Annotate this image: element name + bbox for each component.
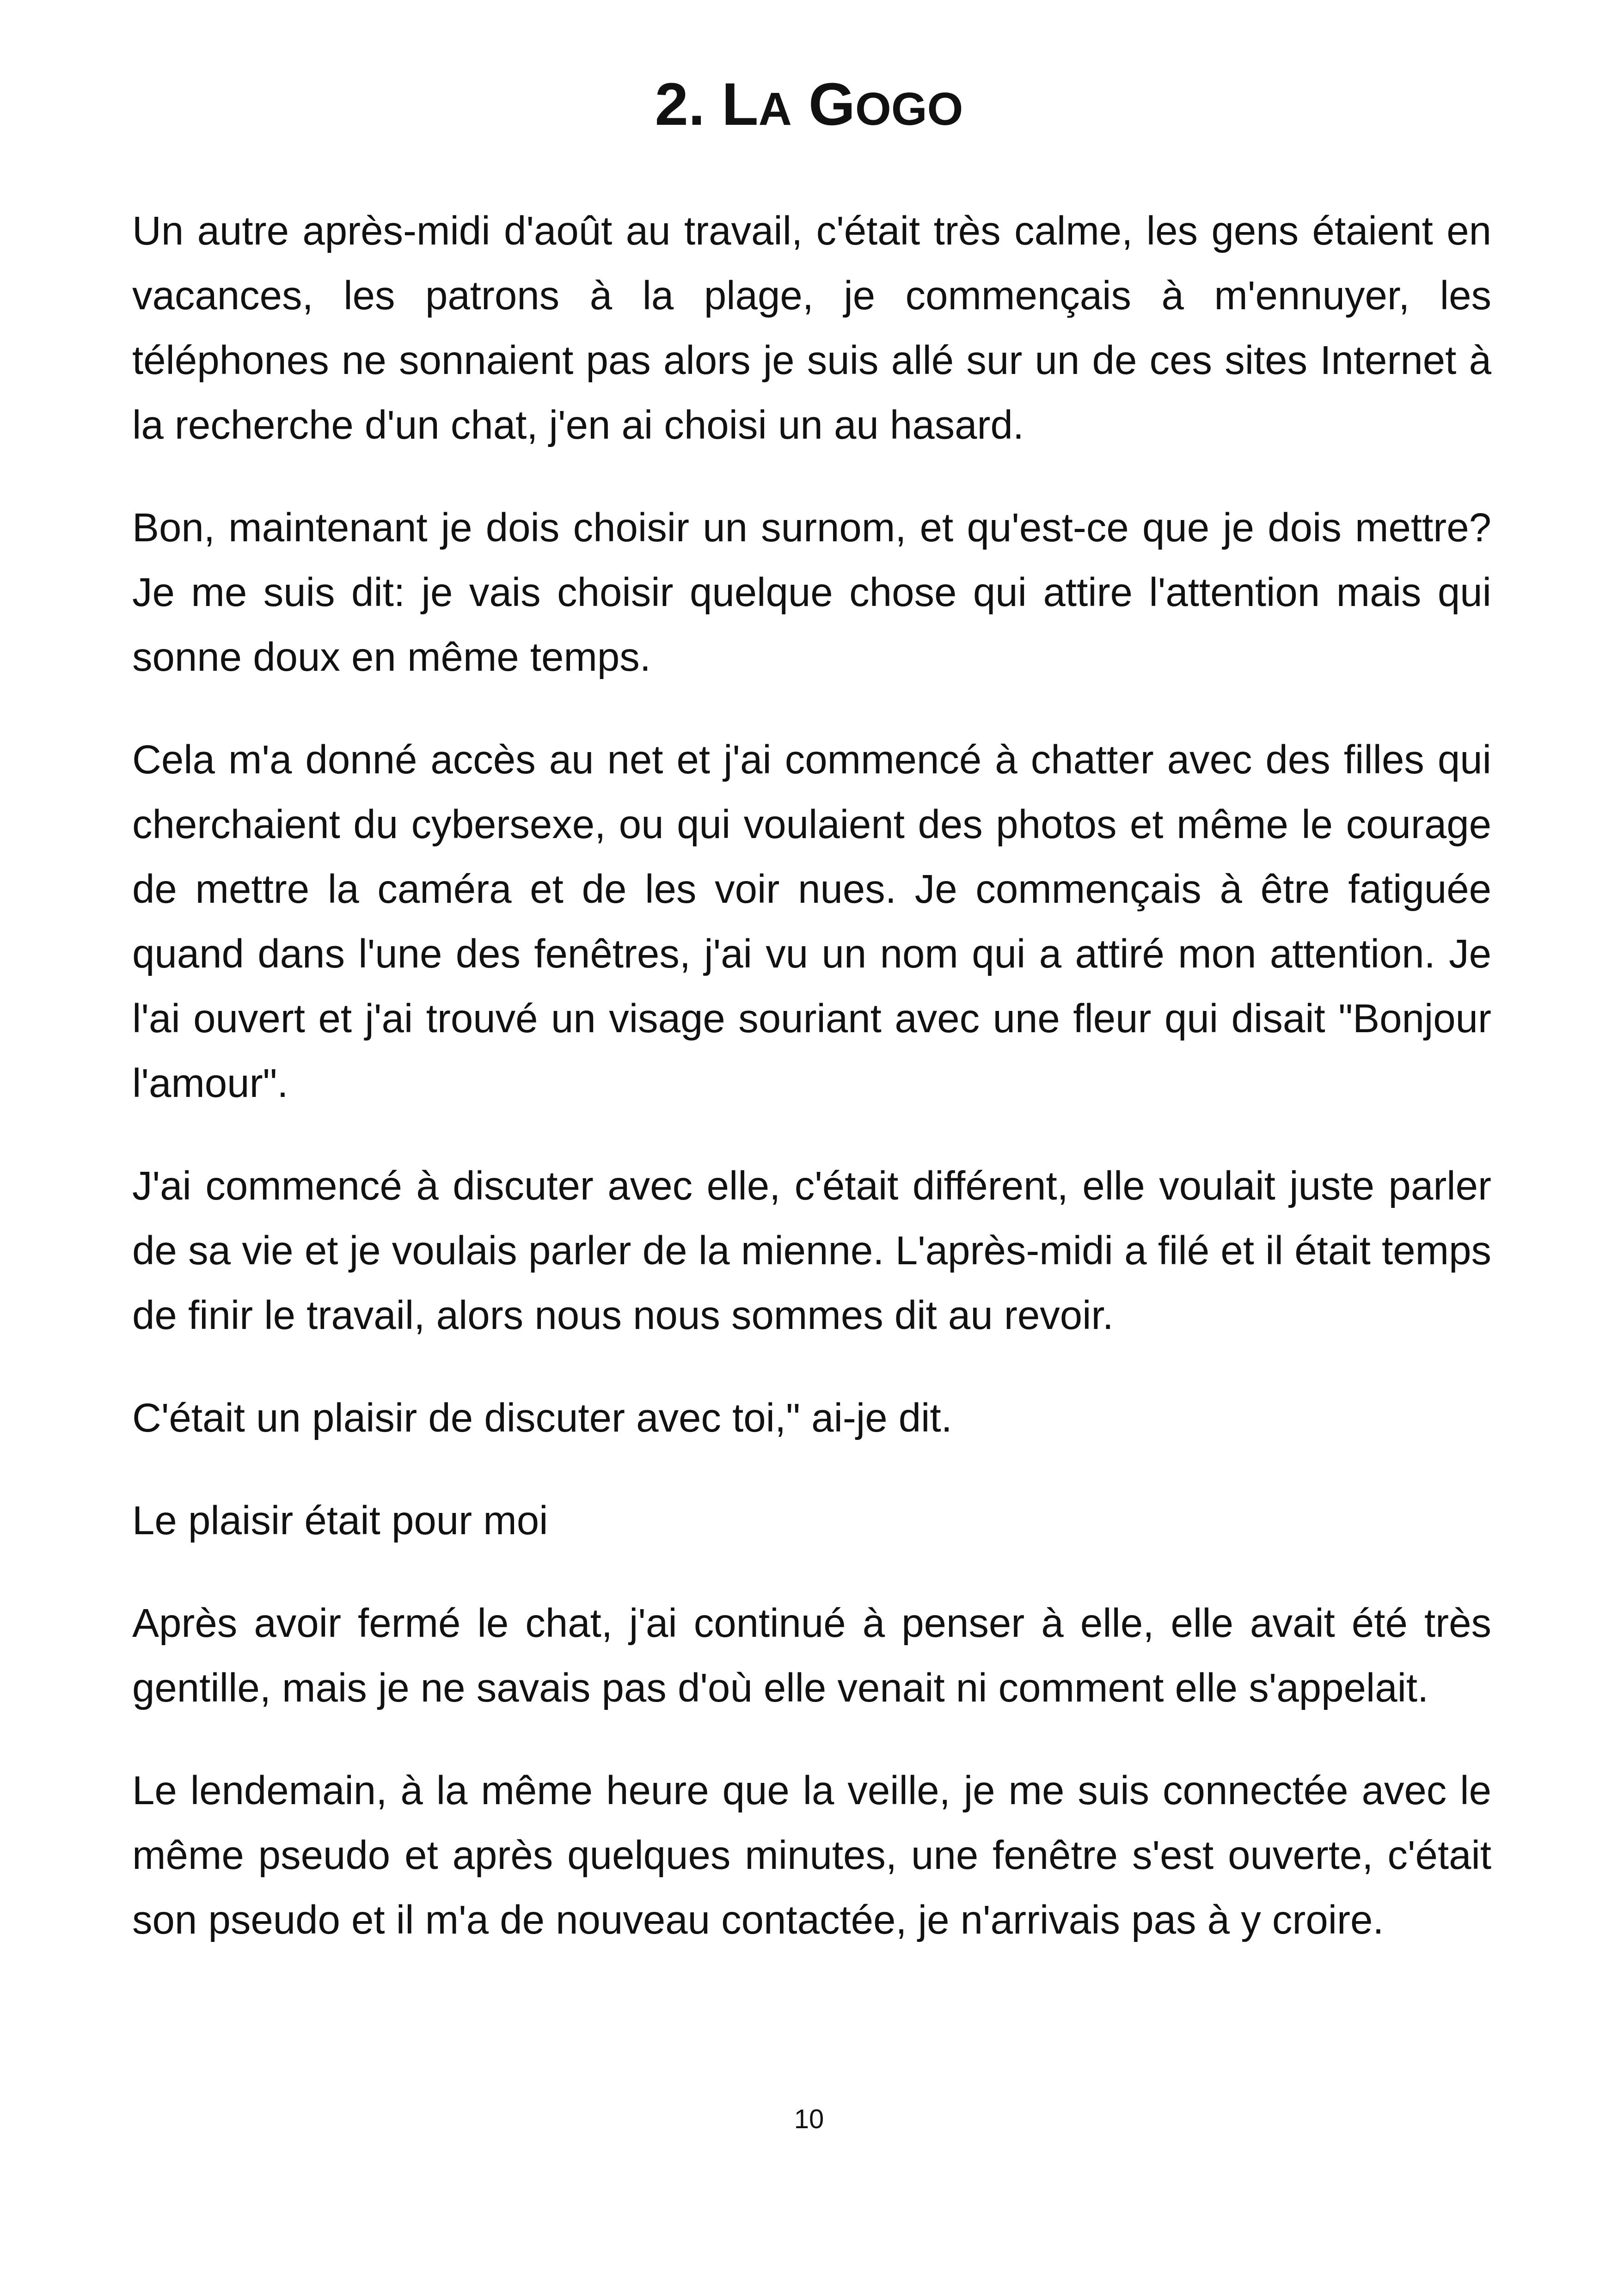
paragraph-7: Après avoir fermé le chat, j'ai continué à penser à elle, elle avait été très gentille, mais je ne savais pas d'où elle venait ni comment elle s'appelait. [132,1601,1491,1710]
chapter-title-initial-l: L [722,70,759,138]
chapter-title-small-ogo: OGO [855,83,963,135]
chapter-title-small-a: A [758,83,792,135]
paragraph-3: Cela m'a donné accès au net et j'ai commencé à chatter avec des filles qui cherchaient du cybersexe, ou qui voulaient des photos et même le courage de mettre la caméra et de les voir nues. Je commençais à être fatiguée quand dans l'une des fenêtres, j'ai vu un nom qui a attiré mon attention. Je l'ai ouvert et j'ai trouvé un visage souriant avec une fleur qui disait "Bonjour l'amour". [132,737,1491,1106]
body-text [132,199,1491,1990]
paragraph-4: J'ai commencé à discuter avec elle, c'était différent, elle voulait juste parler de sa vie et je voulais parler de la mienne. L'après-midi a filé et il était temps de finir le travail, alors nous nous sommes dit au revoir. [132,1163,1491,1338]
paragraph-2: Bon, maintenant je dois choisir un surnom, et qu'est-ce que je dois mettre? Je me suis dit: je vais choisir quelque chose qui attire l'attention mais qui sonne doux en même temps. [132,505,1491,680]
chapter-number: 2. [655,70,705,138]
page-number: 10 [794,2104,824,2134]
paragraph-5: C'était un plaisir de discuter avec toi," ai-je dit. [132,1396,952,1440]
chapter-title [0,69,1618,144]
paragraph-1: Un autre après-midi d'août au travail, c'était très calme, les gens étaient en vacances, les patrons à la plage, je commençais à m'ennuyer, les téléphones ne sonnaient pas alors je suis allé sur un de ces sites Internet à la recherche d'un chat, j'en ai choisi un au hasard. [132,208,1491,447]
chapter-title-initial-g: G [808,70,856,138]
paragraph-8: Le lendemain, à la même heure que la veille, je me suis connectée avec le même pseudo et après quelques minutes, une fenêtre s'est ouverte, c'était son pseudo et il m'a de nouveau contactée, je n'arrivais pas à y croire. [132,1768,1491,1942]
paragraph-6: Le plaisir était pour moi [132,1498,548,1543]
